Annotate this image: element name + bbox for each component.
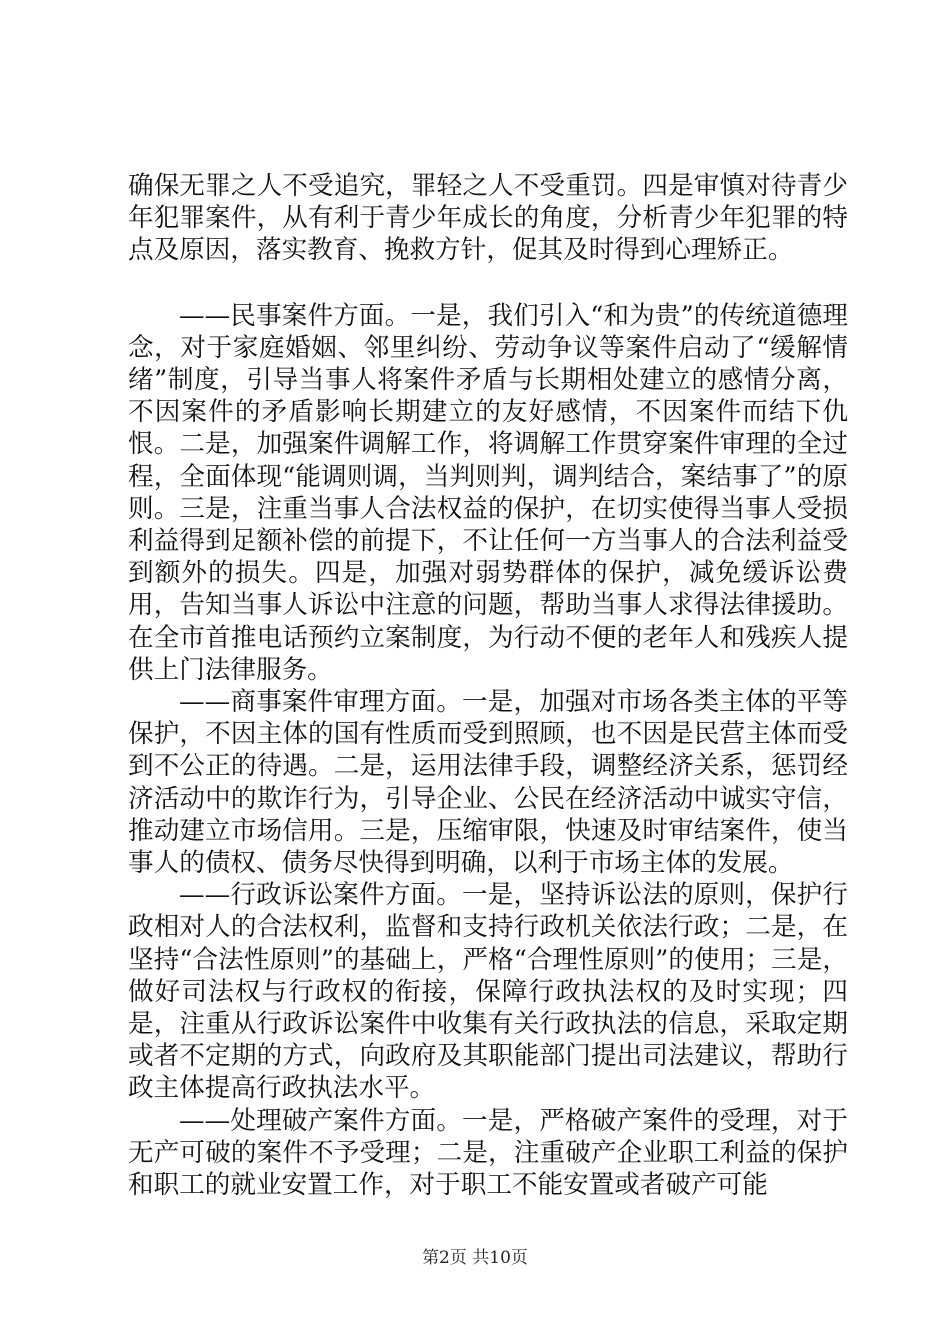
paragraph-commercial-cases: ——商事案件审理方面。一是，加强对市场各类主体的平等保护，不因主体的国有性质而受到照顾，也不因是民营主体而受到不公正的待遇。二是，运用法律手段，调整经济关系，惩罚经济活动中的欺诈行为，引导企业、公民在经济活动中诚实守信，推动建立市场信用。三是，压缩审限，快速及时审结案件，使当事人的债权、债务尽快得到明确，以利于市场主体的发展。 — [128, 687, 848, 879]
document-body — [128, 170, 848, 1201]
paragraph-civil-cases: ——民事案件方面。一是，我们引入“和为贵”的传统道德理念，对于家庭婚姻、邻里纠纷、劳动争议等案件启动了“缓解情绪”制度，引导当事人将案件矛盾与长期相处建立的感情分离，不因案件的矛盾影响长期建立的友好感情，不因案件而结下仇恨。二是，加强案件调解工作，将调解工作贯穿案件审理的全过程，全面体现“能调则调，当判则判，调判结合，案结事了”的原则。三是，注重当事人合法权益的保护，在切实使得当事人受损利益得到足额补偿的前提下，不让任何一方当事人的合法利益受到额外的损失。四是，加强对弱势群体的保护，减免缓诉讼费用，告知当事人诉讼中注意的问题，帮助当事人求得法律援助。在全市首推电话预约立案制度，为行动不便的老年人和残疾人提供上门法律服务。 — [128, 300, 848, 685]
page-number-footer: 第2页 共10页 — [422, 1248, 528, 1268]
paragraph-criminal-continued: 确保无罪之人不受追究，罪轻之人不受重罚。四是审慎对待青少年犯罪案件，从有利于青少年成长的角度，分析青少年犯罪的特点及原因，落实教育、挽救方针，促其及时得到心理矫正。 — [128, 171, 848, 266]
paragraph-administrative-cases: ——行政诉讼案件方面。一是，坚持诉讼法的原则，保护行政相对人的合法权利，监督和支持行政机关依法行政；二是，在坚持“合法性原则”的基础上，严格“合理性原则”的使用；三是，做好司法权与行政权的衔接，保障行政执法权的及时实现；四是，注重从行政诉讼案件中收集有关行政执法的信息，采取定期或者不定期的方式，向政府及其职能部门提出司法建议，帮助行政主体提高行政执法水平。 — [128, 880, 848, 1104]
paragraph-bankruptcy-cases: ——处理破产案件方面。一是，严格破产案件的受理，对于无产可破的案件不予受理；二是，注重破产企业职工利益的保护和职工的就业安置工作，对于职工不能安置或者破产可能 — [128, 1105, 848, 1201]
